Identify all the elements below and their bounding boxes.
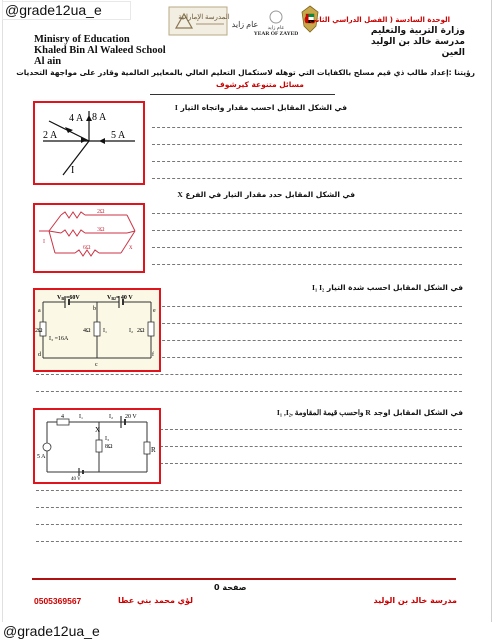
header-en <box>34 34 166 67</box>
label-vb1: VB1=60V <box>57 295 80 301</box>
resistor <box>61 230 85 236</box>
label-sa: 5 A <box>37 454 46 460</box>
resistor <box>144 442 150 454</box>
label-x: X <box>95 426 101 434</box>
node-d: d <box>38 352 41 358</box>
footer-school: مدرسة خالد بن الوليد <box>373 596 457 605</box>
label-r2: 3Ω <box>97 227 105 233</box>
question-2-symbol: X <box>177 190 183 199</box>
answer-line <box>36 391 462 392</box>
separator <box>150 94 335 95</box>
answer-line <box>152 357 462 358</box>
unit-title: الوحدة السادسة ( الفصل الدراسي الثاني ) <box>303 16 450 24</box>
school-logo-text: المدرسة الإماراتية <box>178 13 230 21</box>
answer-line <box>36 490 462 491</box>
answer-line <box>152 340 462 341</box>
city-ar: العين <box>441 48 465 58</box>
question-1-symbol: I <box>174 103 178 112</box>
label-r: R <box>151 446 156 454</box>
vision-statement: رؤيتنا :إعداد طالب ذي قيم مسلح بالكفايات التي توهله لاستكمال التعليم العالي بالمعايير العالمية وقادر على مواجهة التحديات <box>16 68 475 77</box>
node-b: b <box>93 306 96 312</box>
question-4 <box>277 408 463 417</box>
question-3-symbol: I₁ I₂ <box>312 283 325 292</box>
label-v40: 40 V <box>71 477 81 482</box>
resistor <box>94 322 100 336</box>
answer-line <box>152 161 462 162</box>
current-source-icon <box>43 443 51 451</box>
node-e: e <box>153 308 156 314</box>
question-3-text: في الشكل المقابل احسب شدة التيار <box>326 283 463 292</box>
label-i: I <box>43 239 45 245</box>
wire <box>63 141 89 175</box>
answer-line <box>152 144 462 145</box>
label-i1: I₁ <box>79 414 84 420</box>
answer-line <box>36 524 462 525</box>
label-8a: 8 A <box>92 112 107 123</box>
node-a: a <box>38 308 41 314</box>
label-i: I <box>71 165 75 176</box>
circuit-1-box <box>33 101 145 185</box>
watermark-bottom: @grade12ua_e <box>3 623 100 639</box>
question-4-symbol: R واحسب قيمة المقاومة ,I₁ ,I₂ <box>276 408 371 417</box>
label-i3: I₃ <box>105 436 110 442</box>
zayed-ar-caption: عام زايد <box>267 26 285 31</box>
label-r8: 8Ω <box>105 444 113 450</box>
node-c: c <box>95 362 98 368</box>
node-f: f <box>152 352 154 358</box>
resistor <box>148 322 154 336</box>
label-i2: I₂ <box>129 328 134 334</box>
label-r4: 4 <box>61 414 64 420</box>
label-i3: I₃ =16A <box>49 336 69 342</box>
label-i1: I₁ <box>103 328 108 334</box>
circuit-4-box <box>33 408 161 484</box>
ministry-en: Minisry of Education <box>34 34 130 45</box>
answer-line <box>36 374 462 375</box>
label-5a: 5 A <box>111 130 126 141</box>
question-2 <box>177 190 355 199</box>
label-4a: 4 A <box>69 113 84 124</box>
answer-line <box>152 323 462 324</box>
resistor <box>96 440 102 452</box>
footer-rule <box>32 578 456 580</box>
city-en: Al ain <box>34 56 62 67</box>
footer-teacher: لؤي محمد بني عطا <box>118 596 194 605</box>
answer-line <box>152 178 462 179</box>
question-3 <box>312 283 463 292</box>
answer-line <box>160 463 462 464</box>
label-v20: 20 V <box>125 414 137 420</box>
label-i2: I₂ <box>109 414 114 420</box>
circuit-3-box <box>33 288 161 372</box>
question-1 <box>175 103 347 112</box>
answer-line <box>152 127 462 128</box>
answer-line <box>152 247 462 248</box>
school-logo <box>168 6 228 36</box>
ministry-ar: وزارة التربية والتعليم <box>370 26 465 36</box>
label-r3: 6Ω <box>83 245 91 251</box>
label-r1: 2Ω <box>97 209 105 215</box>
zayed-ar-text: عام زايد <box>231 20 259 29</box>
answer-line <box>160 429 462 430</box>
question-1-text: في الشكل المقابل احسب مقدار واتجاه التيار <box>180 103 347 112</box>
circuit-2-box <box>33 203 145 273</box>
label-r3: 2Ω <box>137 328 145 334</box>
zayed-year-logo <box>253 8 299 37</box>
answer-line <box>152 213 462 214</box>
label-x: x <box>129 243 133 251</box>
school-en: Khaled Bin Al Waleed School <box>34 45 166 56</box>
label-2a: 2 A <box>43 130 58 141</box>
label-vb2: VB2= 40 V <box>107 295 133 301</box>
answer-line <box>152 264 462 265</box>
header-ar <box>371 26 465 59</box>
watermark-top: @grade12ua_e <box>3 2 130 19</box>
page-number: صفحة 0 <box>214 583 247 592</box>
question-4-text: في الشكل المقابل اوجد <box>373 408 463 417</box>
zayed-en-caption: YEAR OF ZAYED <box>253 31 299 37</box>
resistor <box>61 212 85 218</box>
answer-line <box>160 446 462 447</box>
answer-line <box>36 507 462 508</box>
question-2-text: في الشكل المقابل حدد مقدار التيار في الفرع <box>185 190 355 199</box>
answer-line <box>152 306 462 307</box>
answer-line <box>152 230 462 231</box>
answer-line <box>36 541 462 542</box>
subject-title: مسائل متنوعة كيرشوف <box>216 80 304 89</box>
label-r1: 2Ω <box>35 328 43 334</box>
footer-phone: 0505369567 <box>34 596 82 606</box>
school-ar: مدرسة خالد بن الوليد <box>371 37 465 47</box>
arrow-icon <box>99 138 105 144</box>
label-r2: 4Ω <box>83 328 91 334</box>
